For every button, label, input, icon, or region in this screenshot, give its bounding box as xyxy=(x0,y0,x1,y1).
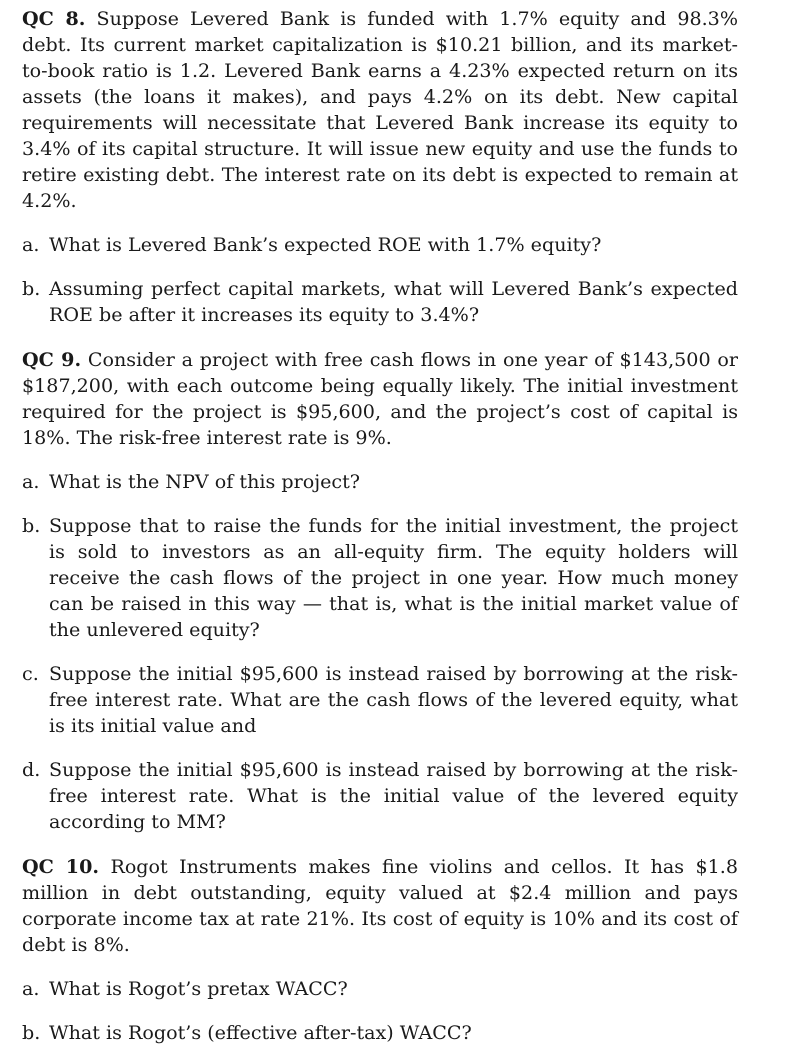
sub-question-label: d. xyxy=(22,758,41,781)
sub-question-a xyxy=(22,469,738,495)
sub-question-label: b. xyxy=(22,277,41,300)
sub-question-b xyxy=(22,276,738,328)
question-text xyxy=(22,6,738,214)
question-body: Rogot Instruments makes fine violins and cellos. It has $1.8 million in debt outstanding, equity valued at $2.4 million and pays corporate income tax at rate 21%. Its cost of equity is 10% and its cost of debt is 8%. xyxy=(22,855,739,956)
sub-question-text: What is Rogot’s (effective after-tax) WACC? xyxy=(49,1021,472,1044)
question-label: QC 10. xyxy=(22,855,100,878)
sub-question-text: Suppose that to raise the funds for the initial investment, the project is sold to investors as an all-equity firm. The equity holders will receive the cash flows of the project in one year. How much money can be raised in this way — that is, what is the initial market value of the unlevered equity? xyxy=(49,514,738,641)
question-label: QC 9. xyxy=(22,348,82,371)
sub-question-text: What is Levered Bank’s expected ROE with 1.7% equity? xyxy=(49,233,602,256)
question-label: QC 8. xyxy=(22,7,86,30)
sub-question-text: Assuming perfect capital markets, what will Levered Bank’s expected ROE be after it increases its equity to 3.4%? xyxy=(49,277,738,326)
sub-question-b xyxy=(22,513,738,643)
sub-question-c xyxy=(22,661,738,739)
sub-question-text: Suppose the initial $95,600 is instead raised by borrowing at the risk-free interest rate. What are the cash flows of the levered equity, what is its initial value and xyxy=(49,662,738,737)
sub-question-label: b. xyxy=(22,514,41,537)
question-body: Consider a project with free cash flows in one year of $143,500 or $187,200, with each outcome being equally likely. The initial investment required for the project is $95,600, and the project’s cost of capital is 18%. The risk-free interest rate is 9%. xyxy=(22,348,738,449)
question-qc10 xyxy=(22,854,738,1046)
document-page xyxy=(22,6,738,1046)
sub-question-a xyxy=(22,232,738,258)
sub-question-text: What is the NPV of this project? xyxy=(49,470,361,493)
question-qc9 xyxy=(22,347,738,835)
question-qc8 xyxy=(22,6,738,328)
sub-question-label: a. xyxy=(22,233,40,256)
sub-question-label: a. xyxy=(22,977,40,1000)
question-text xyxy=(22,854,738,958)
sub-question-a xyxy=(22,976,738,1002)
sub-question-text: What is Rogot’s pretax WACC? xyxy=(49,977,348,1000)
sub-question-text: Suppose the initial $95,600 is instead raised by borrowing at the risk-free interest rate. What is the initial value of the levered equity according to MM? xyxy=(49,758,738,833)
question-body: Suppose Levered Bank is funded with 1.7% equity and 98.3% debt. Its current market capitalization is $10.21 billion, and its market-to-book ratio is 1.2. Levered Bank earns a 4.23% expected return on its assets (the loans it makes), and pays 4.2% on its debt. New capital requirements will necessitate that Levered Bank increase its equity to 3.4% of its capital structure. It will issue new equity and use the funds to retire existing debt. The interest rate on its debt is expected to remain at 4.2%. xyxy=(22,7,738,212)
sub-question-d xyxy=(22,757,738,835)
sub-question-label: c. xyxy=(22,662,39,685)
sub-question-label: b. xyxy=(22,1021,41,1044)
sub-question-label: a. xyxy=(22,470,40,493)
question-text xyxy=(22,347,738,451)
